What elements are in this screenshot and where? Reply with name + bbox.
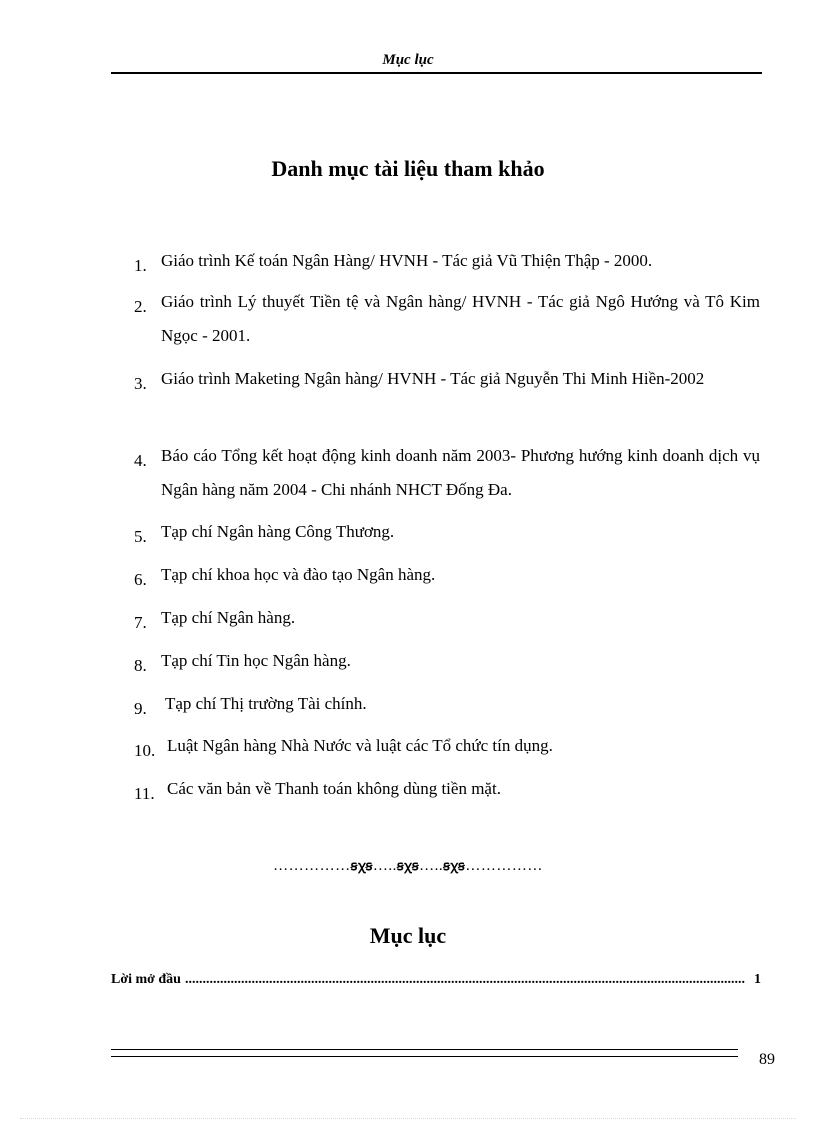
running-header-title: Mục lục (382, 52, 434, 68)
reference-number: 2. (134, 297, 147, 316)
reference-number: 3. (134, 374, 147, 393)
divider-dots-mid: ….. (372, 858, 397, 874)
reference-text: Giáo trình Kế toán Ngân Hàng/ HVNH - Tác giả Vũ Thiện Thập - 2000. (161, 251, 653, 270)
page-bottom-border (20, 1118, 796, 1119)
reference-number: 5. (134, 527, 147, 546)
ornament-glyph: ꞩꭓꞩ (396, 858, 420, 873)
divider-dots-left: …………… (273, 858, 351, 874)
header-rule (111, 72, 762, 74)
reference-text: Báo cáo Tổng kết hoạt động kinh doanh năm 2003- Phương hướng kinh doanh dịch vụ Ngân hàng năm 2004 - Chi nhánh NHCT Đống Đa. (161, 446, 760, 499)
divider-dots-right: …………… (465, 858, 543, 874)
reference-number: 10. (134, 741, 156, 760)
toc-dot-leader: ................................................................................................................................................................ (184, 972, 745, 987)
toc-title: Mục lục (369, 923, 447, 948)
ornament-glyph: ꞩꭓꞩ (350, 858, 373, 873)
reference-text: Giáo trình Lý thuyết Tiền tệ và Ngân hàng/ HVNH - Tác giả Ngô Hướng và Tô Kim Ngọc - 2001. (161, 292, 760, 345)
reference-number: 9. (134, 699, 147, 718)
page-number: 89 (759, 1051, 775, 1068)
reference-number: 11. (134, 784, 155, 803)
reference-text: Các văn bản về Thanh toán không dùng tiền mặt. (167, 779, 501, 798)
reference-number: 6. (134, 570, 147, 589)
toc-entry[interactable] (111, 972, 761, 988)
reference-number: 1. (134, 256, 147, 275)
reference-number: 8. (134, 656, 147, 675)
reference-text: Tạp chí Thị trường Tài chính. (161, 694, 367, 713)
toc-entry-label: Lời mở đầu (111, 972, 181, 987)
toc-entry-page: 1 (754, 972, 761, 987)
references-title: Danh mục tài liệu tham khảo (271, 156, 545, 181)
reference-text: Giáo trình Maketing Ngân hàng/ HVNH - Tác giả Nguyễn Thi Minh Hiền-2002 (161, 369, 705, 388)
reference-text: Tạp chí khoa học và đào tạo Ngân hàng. (161, 565, 436, 584)
ornament-glyph: ꞩꭓꞩ (443, 858, 466, 873)
section-divider (0, 856, 816, 875)
reference-text: Tạp chí Tin học Ngân hàng. (161, 651, 351, 670)
divider-dots-mid: ….. (419, 858, 444, 874)
reference-text: Tạp chí Ngân hàng. (161, 608, 296, 627)
reference-text: Tạp chí Ngân hàng Công Thương. (161, 522, 395, 541)
footer-double-rule (111, 1049, 738, 1057)
reference-text: Luật Ngân hàng Nhà Nước và luật các Tổ chức tín dụng. (167, 736, 553, 755)
reference-number: 7. (134, 613, 147, 632)
reference-number: 4. (134, 451, 147, 470)
